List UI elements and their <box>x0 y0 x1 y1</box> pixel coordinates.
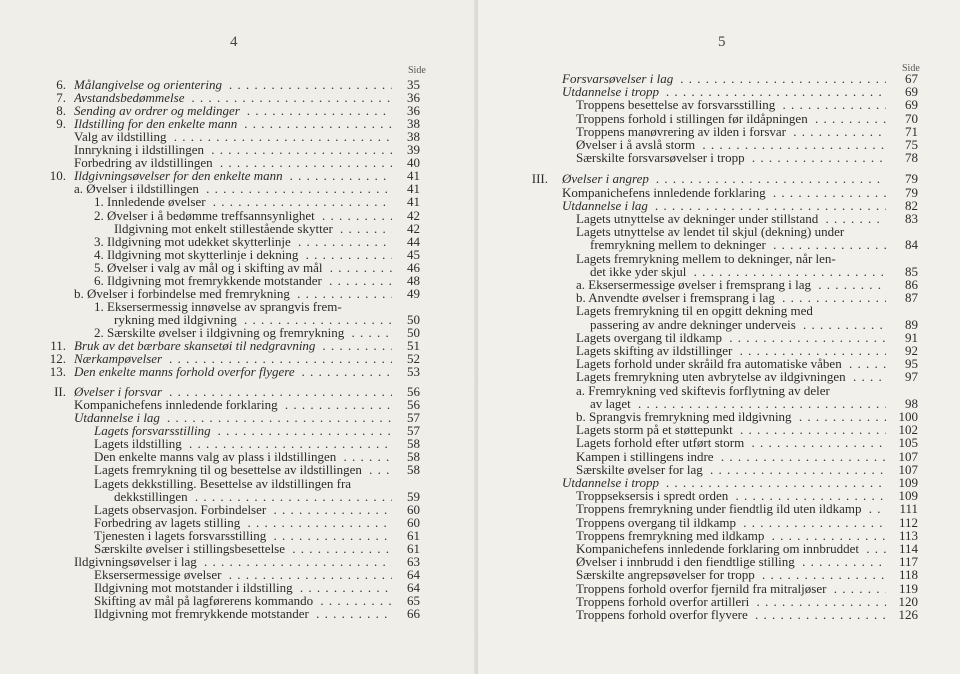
toc-entry-title: Troppseksersis i spredt orden <box>576 489 729 504</box>
toc-entry-title: 2. Særskilte øvelser i ildgivning og fremrykning <box>94 325 345 340</box>
toc-entry-page: 42 <box>407 207 420 223</box>
toc-entry <box>478 476 948 490</box>
toc-entry-title: Ildgivning mot enkelt stillestående skytter <box>114 221 333 236</box>
toc-entry-title: Utdannelse i tropp <box>562 476 660 490</box>
toc-entry-page: 64 <box>407 579 420 595</box>
toc-entry-page: 66 <box>407 606 420 621</box>
toc-entry-page: 69 <box>905 97 918 113</box>
toc-entry-title: Innrykning i ildstillingen <box>74 143 204 158</box>
toc-entry-title: a. Fremrykning ved skiftevis forflytning av deler <box>576 383 830 398</box>
toc-entry-title: 4. Ildgivning mot skytterlinje i dekning <box>94 247 299 262</box>
toc-entry-title: Ildstilling for den enkelte mann <box>74 117 238 132</box>
toc-entry <box>0 143 420 157</box>
toc-entry-title: Lagets ildstilling <box>94 437 182 452</box>
toc-entry <box>478 410 948 424</box>
toc-entry <box>0 594 420 608</box>
toc-entry-title: Særskilte forsvarsøvelser i tropp <box>576 151 745 166</box>
toc-entry-page: 44 <box>407 233 420 249</box>
toc-entry-page: 91 <box>905 329 918 345</box>
toc-entry-page: 95 <box>905 356 918 372</box>
toc-entry-number: 12. <box>49 351 66 367</box>
toc-entry-title: 6. Ildgivning mot fremrykkende motstander <box>94 273 322 288</box>
toc-entry-page: 59 <box>407 488 420 504</box>
toc-entry-page: 38 <box>407 129 420 145</box>
toc-entry-page: 56 <box>407 384 420 400</box>
toc-entry <box>0 463 420 477</box>
toc-entry <box>0 581 420 595</box>
toc-entry-title: Forbedring av ildstillingen <box>74 156 213 171</box>
toc-entry-title: fremrykning mellem to dekninger <box>590 238 766 253</box>
toc-entry-title: Kampen i stillingens indre <box>576 449 714 464</box>
toc-entry <box>478 225 948 239</box>
toc-entry <box>0 542 420 556</box>
toc-entry-page: 50 <box>407 311 420 327</box>
toc-entry-title: Lagets dekkstilling. Besettelse av ildstillingen fra <box>94 476 352 491</box>
toc-entry <box>478 212 948 226</box>
toc-entry-page: 45 <box>407 246 420 262</box>
toc-entry-page: 58 <box>407 462 420 478</box>
toc-entry <box>478 463 948 477</box>
toc-entry-page: 40 <box>407 155 420 171</box>
toc-entry-page: 70 <box>905 110 918 126</box>
toc-entry-page: 67 <box>905 71 918 86</box>
toc-entry-title: Kompanichefens innledende forklaring <box>562 185 766 200</box>
toc-entry-title: Troppens manøvrering av ilden i forsvar <box>576 124 787 139</box>
toc-entry-title: Lagets utnyttelse av lendet til skjul (dekning) under <box>576 225 845 240</box>
toc-entry-title: Lagets fremrykning uten avbrytelse av ildgivningen <box>576 370 846 385</box>
toc-entry <box>478 608 948 622</box>
toc-entry-page: 85 <box>905 263 918 279</box>
toc-entry-number: 13. <box>49 364 66 380</box>
toc-entry <box>0 287 420 301</box>
toc-entry <box>0 450 420 464</box>
toc-entry <box>478 186 948 200</box>
toc-entry <box>478 397 948 411</box>
toc-entry-page: 41 <box>407 168 420 184</box>
right-page-number: 5 <box>718 34 726 50</box>
toc-entry-page: 83 <box>905 211 918 226</box>
right-side-label: Side <box>902 63 920 74</box>
toc-entry-page: 89 <box>905 316 918 332</box>
toc-entry-title: a. Øvelser i ildstillingen <box>74 182 199 197</box>
toc-entry-page: 109 <box>898 488 918 504</box>
toc-entry-number: 9. <box>56 116 66 132</box>
toc-entry-page: 105 <box>898 435 918 451</box>
toc-entry-page: 100 <box>898 409 918 424</box>
toc-entry <box>0 261 420 275</box>
toc-entry-title: 1. Innledende øvelser <box>94 195 206 210</box>
toc-entry-title: Troppens forhold overfor artilleri <box>576 594 750 609</box>
toc-entry <box>478 436 948 450</box>
toc-entry-page: 52 <box>407 351 420 367</box>
left-page-number: 4 <box>230 34 238 50</box>
toc-entry-page: 87 <box>905 290 918 306</box>
toc-entry-number: 6. <box>56 77 66 92</box>
toc-entry-page: 38 <box>407 116 420 132</box>
toc-entry <box>478 238 948 252</box>
toc-entry <box>0 424 420 438</box>
toc-entry-page: 60 <box>407 501 420 517</box>
toc-entry <box>478 344 948 358</box>
toc-entry <box>478 252 948 266</box>
toc-entry <box>478 370 948 384</box>
toc-entry-page: 63 <box>407 553 420 569</box>
toc-entry <box>478 172 948 186</box>
toc-entry-number: 8. <box>56 103 66 119</box>
toc-entry-page: 41 <box>407 181 420 197</box>
toc-entry-title: Særskilte angrepsøvelser for tropp <box>576 568 755 583</box>
toc-entry <box>478 265 948 279</box>
toc-entry <box>478 450 948 464</box>
toc-entry <box>478 595 948 609</box>
toc-entry-page: 78 <box>905 150 918 166</box>
toc-entry-page: 84 <box>905 237 918 253</box>
toc-entry-page: 58 <box>407 436 420 452</box>
toc-entry <box>478 529 948 543</box>
toc-entry-title: Lagets fremrykning til og besettelse av ildstillingen <box>94 463 362 478</box>
toc-entry-page: 107 <box>898 448 918 464</box>
toc-entry-title: Lagets observasjon. Forbindelser <box>94 502 267 517</box>
toc-entry-page: 57 <box>407 423 420 439</box>
toc-entry-title: Troppens forhold i stillingen før ildåpningen <box>576 111 808 126</box>
toc-entry-page: 117 <box>898 554 918 570</box>
toc-entry <box>478 85 948 99</box>
right-page <box>478 0 960 674</box>
toc-entry <box>0 169 420 183</box>
toc-entry <box>0 477 420 491</box>
toc-entry-title: Øvelser i å avslå storm <box>576 138 696 152</box>
toc-entry-title: Sending av ordrer og meldinger <box>74 104 240 119</box>
toc-entry-title: Troppens besettelse av forsvarsstilling <box>576 98 776 113</box>
toc-entry-title: dekkstillingen <box>114 489 188 504</box>
toc-entry <box>478 112 948 126</box>
toc-entry-page: 112 <box>898 514 918 530</box>
toc-entry-number: 11. <box>50 338 66 353</box>
toc-entry <box>0 313 420 327</box>
toc-entry <box>0 568 420 582</box>
toc-entry-page: 35 <box>407 77 420 92</box>
toc-entry-title: Utdannelse i lag <box>74 411 160 426</box>
toc-entry-title: Tjenesten i lagets forsvarsstilling <box>94 528 267 543</box>
toc-entry-title: Ildgivningsøvelser i lag <box>74 554 197 569</box>
toc-entry-page: 82 <box>905 197 918 213</box>
left-side-label: Side <box>408 65 426 76</box>
toc-entry-page: 42 <box>407 220 420 236</box>
toc-entry <box>0 529 420 543</box>
toc-entry <box>478 151 948 165</box>
toc-entry <box>0 398 420 412</box>
toc-entry-title: Ildgivning mot motstander i ildstilling <box>94 580 293 595</box>
toc-entry <box>0 209 420 223</box>
toc-entry-title: Øvelser i forsvar <box>74 385 163 400</box>
toc-entry-page: 98 <box>905 395 918 411</box>
toc-entry-title: passering av andre dekninger underveis <box>590 317 796 332</box>
toc-entry-page: 79 <box>905 184 918 200</box>
toc-entry <box>0 222 420 236</box>
toc-entry-title: Lagets utnyttelse av dekninger under stillstand <box>576 212 819 226</box>
toc-entry <box>0 490 420 504</box>
toc-entry-title: Troppens fremrykning med ildkamp <box>576 528 765 543</box>
toc-entry <box>0 274 420 288</box>
toc-entry-page: 126 <box>898 607 918 622</box>
toc-entry <box>0 503 420 517</box>
toc-entry-title: Bruk av det bærbare skansetøi til nedgravning <box>74 339 316 353</box>
toc-entry-page: 51 <box>407 338 420 353</box>
toc-entry-title: Ildgivningsøvelser for den enkelte mann <box>74 169 283 184</box>
toc-entry-title: b. Anvendte øvelser i fremsprang i lag <box>576 291 775 306</box>
toc-entry <box>0 195 420 209</box>
left-page <box>0 0 478 674</box>
toc-entry-page: 46 <box>407 259 420 275</box>
toc-entry <box>0 300 420 314</box>
toc-entry-number: 7. <box>56 90 66 106</box>
toc-entry-page: 107 <box>898 461 918 477</box>
toc-entry-page: 86 <box>905 277 918 292</box>
toc-entry <box>0 411 420 425</box>
toc-entry-title: Troppens forhold overfor flyvere <box>576 608 748 622</box>
toc-entry-page: 65 <box>407 592 420 608</box>
toc-entry-page: 57 <box>407 410 420 426</box>
toc-entry <box>478 278 948 292</box>
toc-entry-title: Ildgivning mot fremrykkende motstander <box>94 607 309 621</box>
toc-entry-page: 114 <box>898 541 918 556</box>
toc-entry-number: III. <box>531 171 548 187</box>
toc-entry <box>478 125 948 139</box>
toc-entry-page: 97 <box>905 369 918 385</box>
toc-entry-page: 53 <box>407 364 420 380</box>
toc-entry <box>0 516 420 530</box>
toc-entry <box>478 582 948 596</box>
toc-entry-title: Lagets forhold efter utført storm <box>576 436 745 451</box>
toc-entry <box>478 384 948 398</box>
toc-entry-page: 75 <box>905 137 918 152</box>
toc-entry-title: Avstandsbedømmelse <box>74 91 185 106</box>
toc-entry-page: 61 <box>407 540 420 556</box>
toc-entry <box>478 331 948 345</box>
toc-entry-page: 50 <box>407 324 420 340</box>
toc-entry-page: 48 <box>407 272 420 288</box>
toc-entry <box>478 199 948 213</box>
toc-entry-title: Kompanichefens innledende forklaring <box>74 398 278 413</box>
toc-entry-title: Utdannelse i tropp <box>562 85 660 100</box>
toc-entry-title: Øvelser i angrep <box>562 172 649 187</box>
toc-entry-page: 58 <box>407 449 420 465</box>
toc-entry <box>478 489 948 503</box>
toc-entry <box>0 555 420 569</box>
toc-entry-title: Lagets forhold under skråild fra automatiske våben <box>576 357 842 372</box>
toc-entry-title: Valg av ildstilling <box>74 130 167 145</box>
toc-entry-title: Lagets forsvarsstilling <box>94 424 211 439</box>
toc-entry-title: a. Eksersermessige øvelser i fremsprang i lag <box>576 278 812 292</box>
toc-entry-page: 49 <box>407 285 420 301</box>
toc-entry-title: Særskilte øvelser for lag <box>576 462 703 477</box>
toc-entry <box>478 542 948 556</box>
toc-entry-title: Forsvarsøvelser i lag <box>562 72 674 86</box>
toc-entry-title: Kompanichefens innledende forklaring om innbruddet <box>576 542 860 556</box>
toc-entry-page: 36 <box>407 90 420 106</box>
toc-entry <box>0 117 420 131</box>
toc-entry <box>478 304 948 318</box>
toc-entry <box>0 182 420 196</box>
toc-entry-title: Lagets fremrykning mellem to dekninger, når len- <box>576 251 836 266</box>
toc-entry <box>478 423 948 437</box>
toc-entry <box>478 291 948 305</box>
toc-entry-title: Lagets overgang til ildkamp <box>576 330 722 345</box>
toc-entry-title: det ikke yder skjul <box>590 264 687 279</box>
toc-entry-title: b. Sprangvis fremrykning med ildgivning <box>576 410 792 424</box>
toc-entry <box>478 98 948 112</box>
toc-entry-title: Eksersermessige øvelser <box>94 567 222 582</box>
toc-entry-title: Lagets fremrykning til en opgitt dekning med <box>576 304 813 319</box>
toc-entry <box>0 130 420 144</box>
toc-entry-title: Skifting av mål på lagførerens kommando <box>94 593 314 608</box>
toc-entry-title: b. Øvelser i forbindelse med fremrykning <box>74 286 290 301</box>
toc-entry-title: 5. Øvelser i valg av mål og i skifting av mål <box>94 260 323 275</box>
toc-entry-title: Særskilte øvelser i stillingsbesettelse <box>94 541 286 556</box>
toc-entry-page: 102 <box>898 422 918 438</box>
toc-entry <box>0 385 420 399</box>
toc-entry-title: Den enkelte manns forhold overfor flygere <box>74 365 295 380</box>
toc-entry-title: 2. Øvelser i å bedømme treffsannsynlighet <box>94 208 315 223</box>
toc-entry-page: 118 <box>898 567 918 583</box>
toc-entry-page: 64 <box>407 566 420 582</box>
toc-entry-page: 36 <box>407 103 420 119</box>
toc-entry-page: 119 <box>898 580 918 596</box>
toc-entry-page: 60 <box>407 514 420 530</box>
toc-entry-page: 39 <box>407 142 420 158</box>
toc-entry-page: 79 <box>905 171 918 187</box>
toc-entry-title: Øvelser i innbrudd i den fiendtlige stilling <box>576 555 795 570</box>
toc-entry-title: av laget <box>590 396 631 411</box>
toc-entry-number: 10. <box>49 168 66 184</box>
toc-entry <box>478 72 948 86</box>
toc-entry <box>0 437 420 451</box>
toc-entry <box>478 516 948 530</box>
toc-entry-title: Lagets storm på et støttepunkt <box>576 423 733 438</box>
toc-entry-title: Utdannelse i lag <box>562 198 648 213</box>
toc-entry-number: II. <box>54 384 66 400</box>
toc-entry-title: Nærkampøvelser <box>74 352 163 367</box>
toc-entry <box>0 248 420 262</box>
toc-entry-page: 120 <box>898 593 918 609</box>
toc-entry-page: 109 <box>898 475 918 490</box>
toc-entry-title: 1. Eksersermessig innøvelse av sprangvis frem- <box>94 299 342 314</box>
toc-entry <box>0 607 420 621</box>
toc-entry-page: 56 <box>407 397 420 413</box>
toc-entry <box>0 365 420 379</box>
toc-entry-page: 111 <box>899 501 918 517</box>
toc-entry-title: rykning med ildgivning <box>114 312 237 327</box>
toc-entry-title: Troppens forhold overfor fjernild fra mitraljøser <box>576 581 827 596</box>
toc-entry-title: Målangivelse og orientering <box>74 78 223 92</box>
toc-entry <box>478 555 948 569</box>
toc-entry-title: Forbedring av lagets stilling <box>94 515 241 530</box>
toc-entry-page: 92 <box>905 343 918 358</box>
toc-entry-title: 3. Ildgivning mot udekket skytterlinje <box>94 234 291 249</box>
toc-entry <box>478 138 948 152</box>
toc-entry <box>478 568 948 582</box>
toc-entry <box>478 502 948 516</box>
toc-entry-title: Den enkelte manns valg av plass i ildstillingen <box>94 450 337 465</box>
toc-entry-page: 71 <box>905 123 918 139</box>
toc-entry-page: 113 <box>898 527 918 543</box>
toc-entry-title: Lagets skifting av ildstillinger <box>576 344 733 358</box>
toc-entry-page: 61 <box>407 527 420 543</box>
toc-entry <box>478 318 948 332</box>
toc-entry-title: Troppens overgang til ildkamp <box>576 515 736 530</box>
toc-entry-page: 69 <box>905 84 918 100</box>
toc-entry <box>478 357 948 371</box>
toc-entry-page: 41 <box>407 194 420 210</box>
toc-entry-title: Troppens fremrykning under fiendtlig ild uten ildkamp <box>576 502 862 517</box>
toc-entry <box>0 235 420 249</box>
